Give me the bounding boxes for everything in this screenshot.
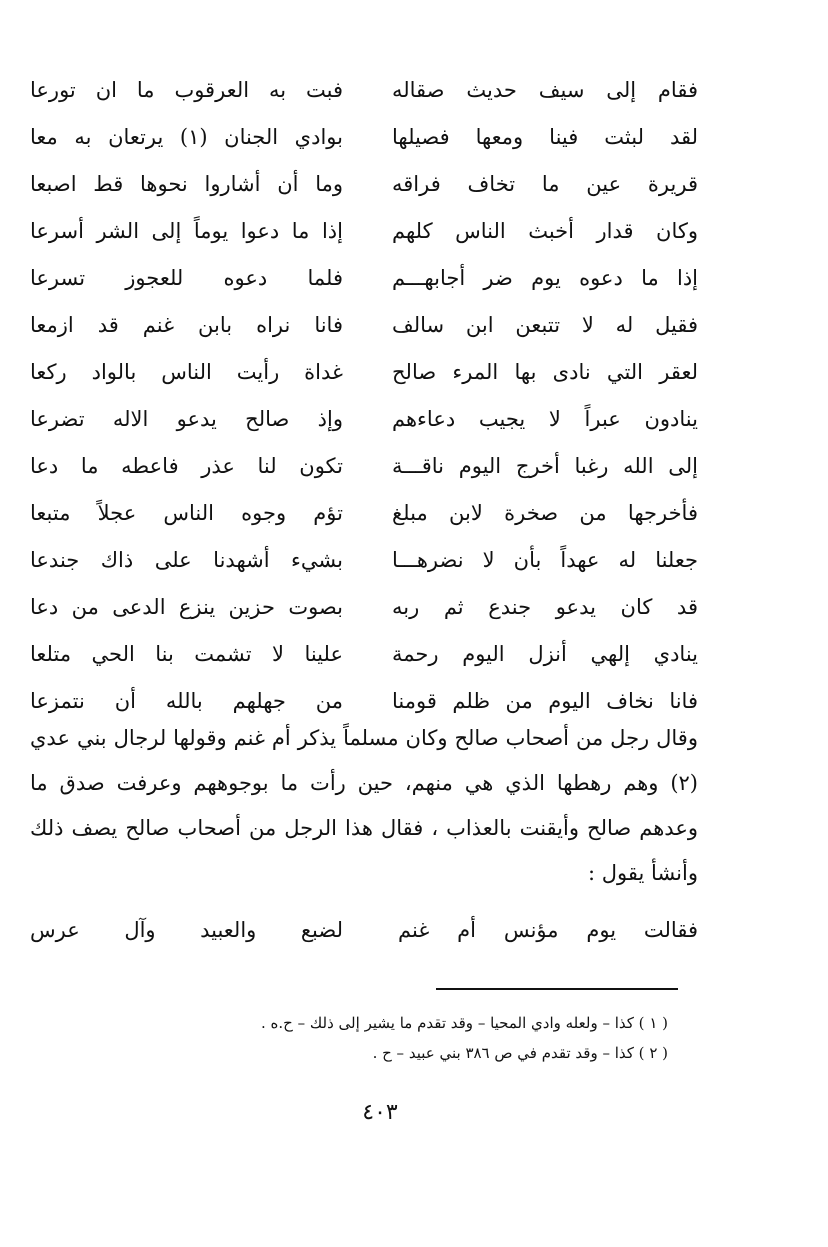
first-hemistich: فانا نخاف اليوم من ظلم قومنا (392, 689, 698, 713)
first-hemistich: قريرة عين ما تخاف فراقه (392, 172, 698, 196)
prose-paragraph (30, 716, 698, 896)
second-hemistich: وإذ صالح يدعو الاله تضرعا (30, 407, 343, 431)
verse-line (30, 258, 698, 305)
second-hemistich: لضبع والعبيد وآل عرس (30, 918, 343, 942)
second-hemistich: بوادي الجنان (١) يرتعان به معا (30, 125, 343, 149)
second-hemistich: إذا ما دعوا يوماً إلى الشر أسرعا (30, 219, 343, 243)
second-hemistich: بصوت حزين ينزع الدعى من دعا (30, 595, 343, 619)
verse-line (30, 634, 698, 681)
second-hemistich: فبت به العرقوب ما ان تورعا (30, 78, 343, 102)
footnote: ( ٢ ) كذا – وقد تقدم في ص ٣٨٦ بني عبيد – ح . (372, 1044, 668, 1062)
first-hemistich: فأخرجها من صخرة لابن مبلغ (392, 501, 698, 525)
second-hemistich: علينا لا تشمت بنا الحي متلعا (30, 642, 343, 666)
closing-verse-line (30, 910, 698, 954)
first-hemistich: إلى الله رغبا أخرج اليوم ناقـــة (392, 454, 698, 478)
page-number: ٤٠٣ (362, 1100, 398, 1125)
verse-line (30, 587, 698, 634)
first-hemistich: لعقر التي نادى بها المرء صالح (392, 360, 698, 384)
verse-line (30, 446, 698, 493)
second-hemistich: تؤم وجوه الناس عجلاً متبعا (30, 501, 343, 525)
first-hemistich: فقيل له لا تتبعن ابن سالف (392, 313, 698, 337)
second-hemistich: فانا نراه بابن غنم قد ازمعا (30, 313, 343, 337)
poem-block (30, 70, 698, 728)
second-hemistich: بشيء أشهدنا على ذاك جندعا (30, 548, 343, 572)
second-hemistich: من جهلهم بالله أن نتمزعا (30, 689, 343, 713)
footnote: ( ١ ) كذا – ولعله وادي المحيا – وقد تقدم ما يشير إلى ذلك – ح.ه . (261, 1014, 668, 1032)
verse-line (30, 540, 698, 587)
first-hemistich: إذا ما دعوه يوم ضر أجابهـــم (392, 266, 698, 290)
first-hemistich: ينادي إلهي أنزل اليوم رحمة (392, 642, 698, 666)
first-hemistich: وكان قدار أخبث الناس كلهم (392, 219, 698, 243)
first-hemistich: جعلنا له عهداً بأن لا نضرهـــا (392, 548, 698, 572)
verse-line (30, 70, 698, 117)
verse-line (30, 117, 698, 164)
verse-line (30, 399, 698, 446)
first-hemistich: ينادون عبراً لا يجيب دعاءهم (392, 407, 698, 431)
second-hemistich: غداة رأيت الناس بالواد ركعا (30, 360, 343, 384)
second-hemistich: تكون لنا عذر فاعطه ما دعا (30, 454, 343, 478)
first-hemistich: فقام إلى سيف حديث صقاله (392, 78, 698, 102)
prose-text: وقال رجل من أصحاب صالح وكان مسلماً يذكر أم غنم وقولها لرجال بني عدي (٢) وهم رهطها الذي هي منهم، حين رأت ما بوجوههم وعرفت صدق ما وعدهم صالح وأيقنت بالعذاب ، فقال هذا الرجل من أصحاب صالح يصف ذلك وأنشأ يقول : (30, 726, 698, 885)
first-hemistich: لقد لبثت فينا ومعها فصيلها (392, 125, 698, 149)
verse-line (30, 352, 698, 399)
verse-line (30, 211, 698, 258)
verse-line (30, 164, 698, 211)
second-hemistich: وما أن أشاروا نحوها قط اصبعا (30, 172, 343, 196)
footnote-divider (436, 988, 678, 990)
second-hemistich: فلما دعوه للعجوز تسرعا (30, 266, 343, 290)
first-hemistich: فقالت يوم مؤنس أم غنم (398, 918, 698, 942)
verse-line (30, 493, 698, 540)
first-hemistich: قد كان يدعو جندع ثم ربه (392, 595, 698, 619)
verse-line (30, 305, 698, 352)
footnotes (148, 1008, 668, 1068)
